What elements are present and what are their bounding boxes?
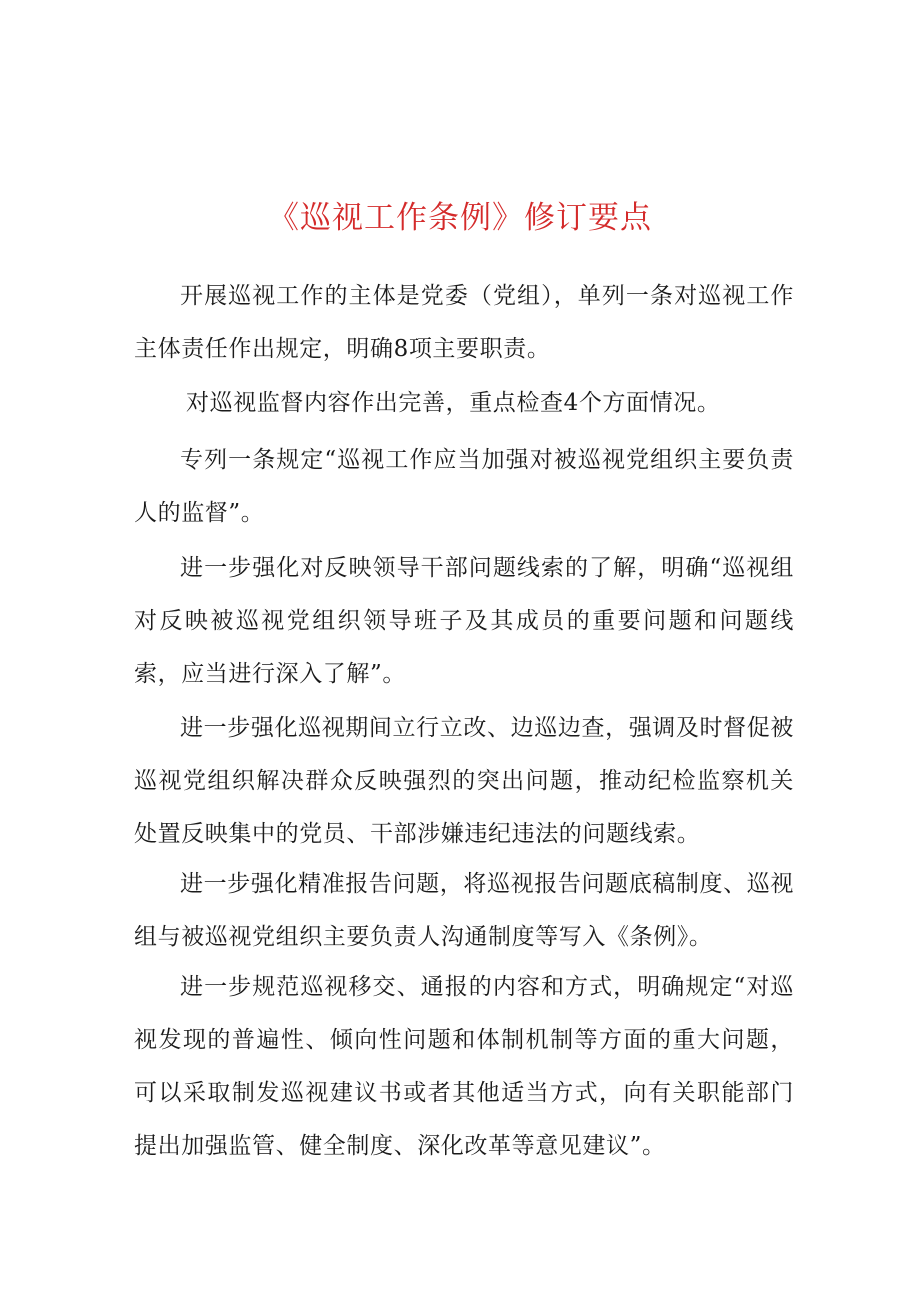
document-title: 《巡视工作条例》修订要点 bbox=[268, 200, 652, 236]
paragraph-problem-clues: 进一步强化对反映领导干部问题线索的了解，明确“巡视组对反映被巡视党组织领导班子及其成员的重要问题和问题线索，应当进行深入了解”。 bbox=[134, 555, 794, 687]
paragraph-main-responsibility: 开展巡视工作的主体是党委（党组），单列一条对巡视工作主体责任作出规定，明确8项主要职责。 bbox=[134, 283, 794, 362]
paragraph-transfer-notification: 进一步规范巡视移交、通报的内容和方式，明确规定“对巡视发现的普遍性、倾向性问题和体制机制等方面的重大问题，可以采取制发巡视建议书或者其他适当方式，向有关职能部门提出加强监管、健全制度、深化改革等意见建议”。 bbox=[134, 974, 794, 1159]
paragraph-accurate-reporting: 进一步强化精准报告问题，将巡视报告问题底稿制度、巡视组与被巡视党组织主要负责人沟通制度等写入《条例》。 bbox=[134, 871, 794, 950]
paragraph-leader-supervision: 专列一条规定“巡视工作应当加强对被巡视党组织主要负责人的监督”。 bbox=[134, 447, 794, 526]
paragraph-immediate-rectification: 进一步强化巡视期间立行立改、边巡边查，强调及时督促被巡视党组织解决群众反映强烈的突出问题，推动纪检监察机关处置反映集中的党员、干部涉嫌违纪违法的问题线索。 bbox=[134, 715, 794, 847]
paragraph-supervision-content: 对巡视监督内容作出完善，重点检查4个方面情况。 bbox=[186, 390, 721, 416]
